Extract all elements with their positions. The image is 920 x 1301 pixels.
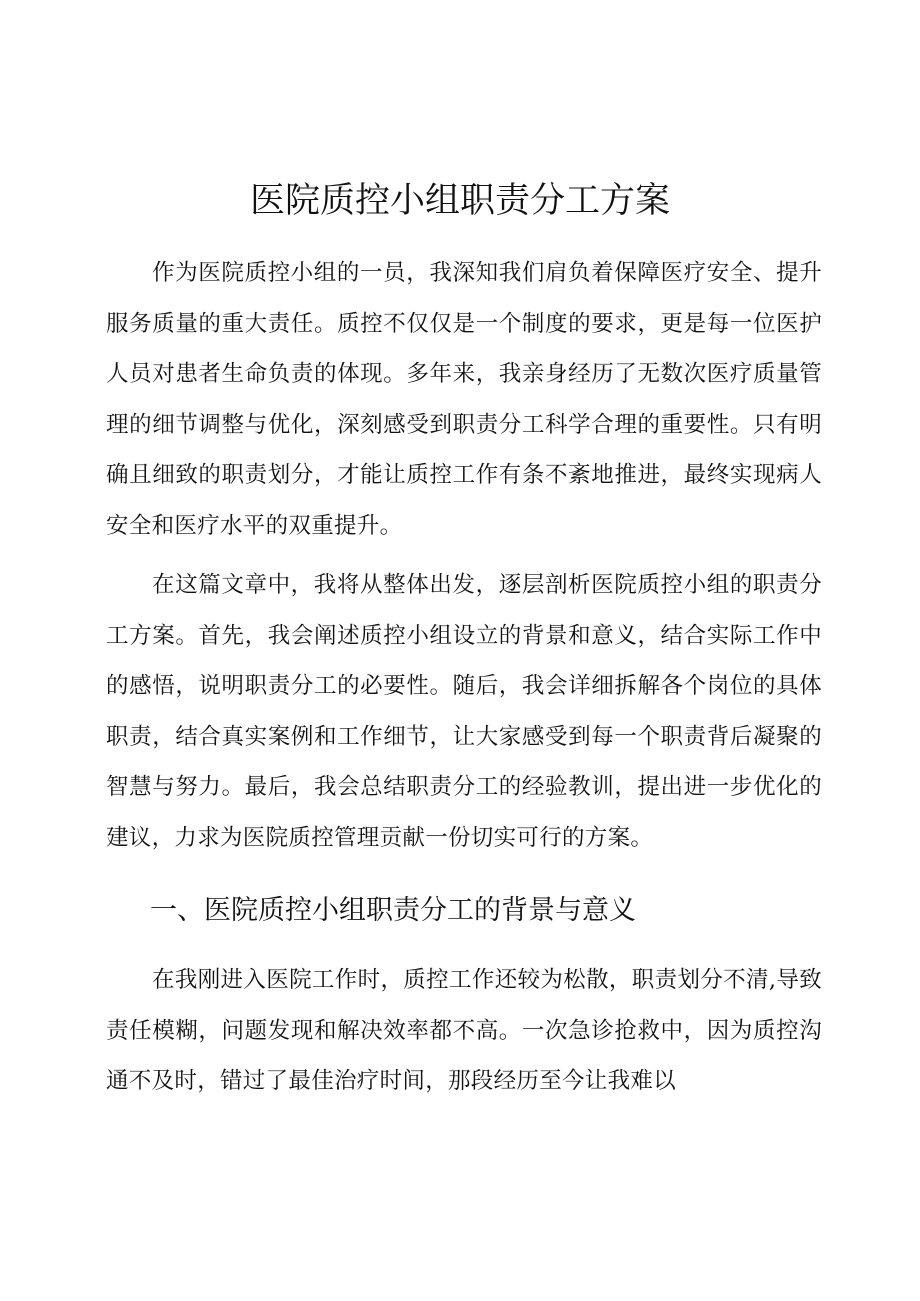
intro-paragraph-2: 在这篇文章中，我将从整体出发，逐层剖析医院质控小组的职责分工方案。首先，我会阐述质控小组设立的背景和意义，结合实际工作中的感悟，说明职责分工的必要性。随后，我会详细拆解各个岗位的具体职责，结合真实案例和工作细节，让大家感受到每一个职责背后凝聚的智慧与努力。最后，我会总结职责分工的经验教训，提出进一步优化的建议，力求为医院质控管理贡献一份切实可行的方案。 [106, 572, 822, 851]
section-heading: 一、医院质控小组职责分工的背景与意义 [150, 895, 636, 926]
intro-paragraph-1: 作为医院质控小组的一员，我深知我们肩负着保障医疗安全、提升服务质量的重大责任。质控不仅仅是一个制度的要求，更是每一位医护人员对患者生命负责的体现。多年来，我亲身经历了无数次医疗质量管理的细节调整与优化，深刻感受到职责分工科学合理的重要性。只有明确且细致的职责划分，才能让质控工作有条不紊地推进，最终实现病人安全和医疗水平的双重提升。 [106, 260, 822, 539]
document-title: 医院质控小组职责分工方案 [249, 181, 670, 221]
section-paragraph: 在我刚进入医院工作时，质控工作还较为松散，职责划分不清,导致责任模糊，问题发现和解决效率都不高。一次急诊抢救中，因为质控沟通不及时，错过了最佳治疗时间，那段经历至今让我难以 [106, 967, 822, 1094]
